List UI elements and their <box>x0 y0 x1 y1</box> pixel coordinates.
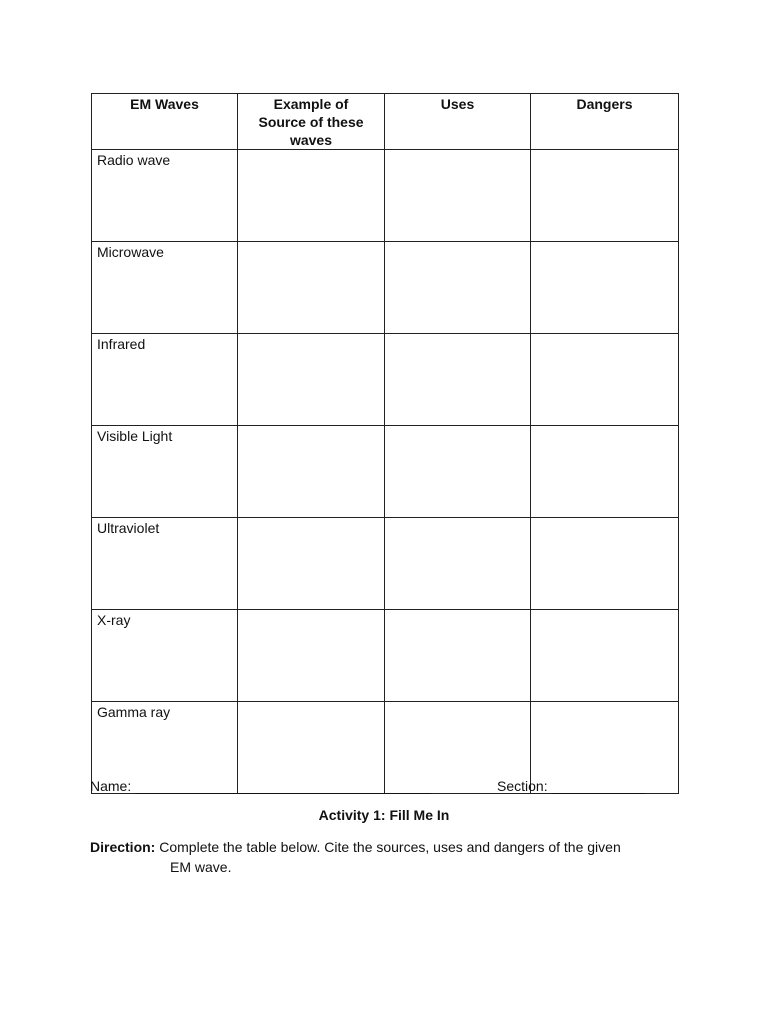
direction-label: Direction: <box>90 839 156 855</box>
em-waves-table <box>91 93 679 794</box>
table-row <box>92 426 679 518</box>
uses-cell[interactable] <box>385 242 531 334</box>
wave-name-cell: Radio wave <box>92 150 238 242</box>
table-row <box>92 518 679 610</box>
wave-name-cell: X-ray <box>92 610 238 702</box>
wave-name-cell: Gamma ray <box>92 702 238 794</box>
direction-text-line1: Complete the table below. Cite the sources, uses and dangers of the given <box>159 839 621 855</box>
table-row <box>92 150 679 242</box>
header-example-source-line3: waves <box>289 132 333 148</box>
dangers-cell[interactable] <box>531 518 679 610</box>
uses-cell[interactable] <box>385 610 531 702</box>
header-example-source <box>238 94 385 150</box>
source-cell[interactable] <box>238 334 385 426</box>
header-dangers: Dangers <box>531 94 679 150</box>
source-cell[interactable] <box>238 242 385 334</box>
activity-title: Activity 1: Fill Me In <box>318 807 450 823</box>
header-uses: Uses <box>385 94 531 150</box>
wave-name-cell: Infrared <box>92 334 238 426</box>
source-cell[interactable] <box>238 518 385 610</box>
wave-name-cell: Ultraviolet <box>92 518 238 610</box>
section-label: Section: <box>497 778 548 794</box>
table-row <box>92 242 679 334</box>
direction-text-line2: EM wave. <box>170 859 232 875</box>
table-row <box>92 334 679 426</box>
table-row <box>92 610 679 702</box>
uses-cell[interactable] <box>385 426 531 518</box>
direction-paragraph <box>90 837 680 877</box>
uses-cell[interactable] <box>385 150 531 242</box>
uses-cell[interactable] <box>385 334 531 426</box>
source-cell[interactable] <box>238 426 385 518</box>
header-example-source-line2: Source of these <box>258 114 364 130</box>
dangers-cell[interactable] <box>531 242 679 334</box>
header-em-waves: EM Waves <box>92 94 238 150</box>
dangers-cell[interactable] <box>531 610 679 702</box>
section-field[interactable] <box>497 778 645 794</box>
name-label: Name: <box>90 778 132 794</box>
wave-name-cell: Microwave <box>92 242 238 334</box>
table-header-row <box>92 94 679 150</box>
dangers-cell[interactable] <box>531 334 679 426</box>
uses-cell[interactable] <box>385 518 531 610</box>
wave-name-cell: Visible Light <box>92 426 238 518</box>
name-blank[interactable]: ______________________________________ <box>135 778 431 794</box>
section-blank[interactable]: ____________ <box>551 778 645 794</box>
dangers-cell[interactable] <box>531 150 679 242</box>
header-example-source-line1: Example of <box>273 96 349 112</box>
source-cell[interactable] <box>238 610 385 702</box>
dangers-cell[interactable] <box>531 426 679 518</box>
source-cell[interactable] <box>238 150 385 242</box>
name-field[interactable] <box>90 778 431 794</box>
